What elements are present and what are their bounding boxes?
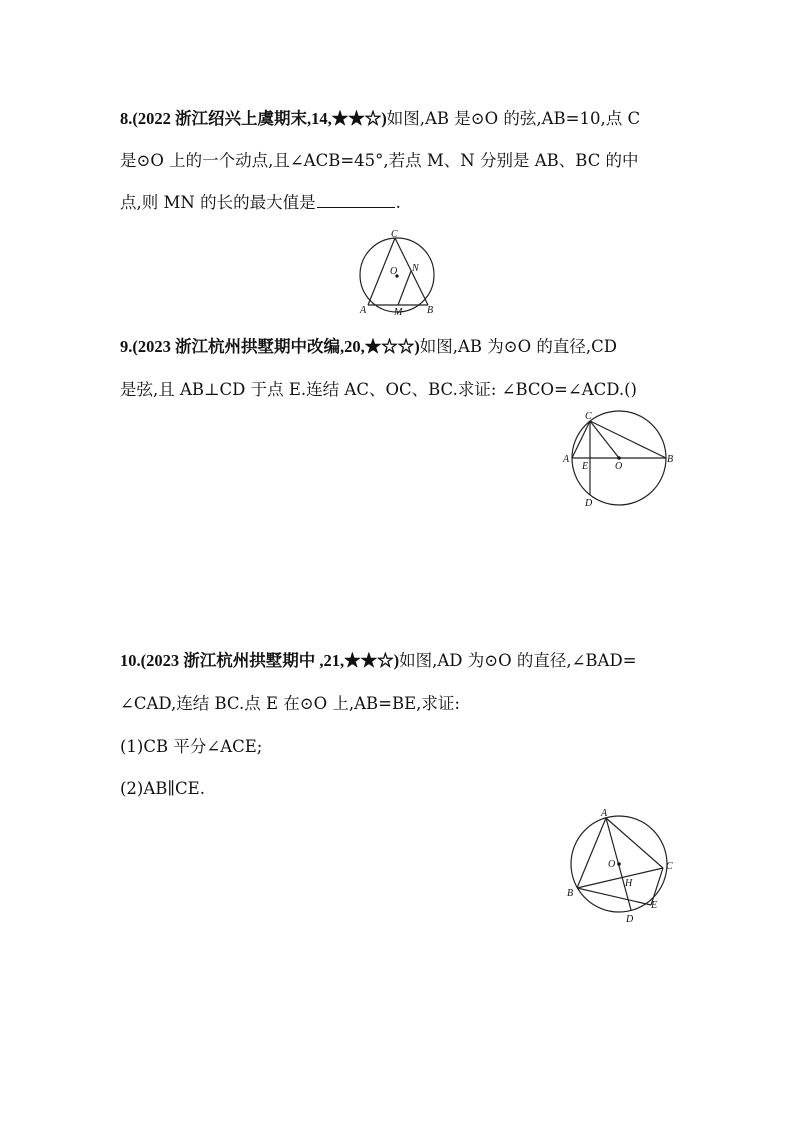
q10-segment-ab [577,818,606,888]
q8-number: 8. [120,109,133,128]
q9-center-dot [617,456,621,460]
q10-label-c: C [666,861,673,872]
q10-line-1 [120,650,637,672]
q9-segment-oc [590,421,619,458]
q8-segment-mn [398,271,411,305]
q9-line-2: 是弦,且 AB⊥CD 于点 E.连结 AC、OC、BC.求证: ∠BCO=∠ACD.() [120,380,637,399]
q8-line-1 [120,108,640,130]
q8-text-1: 如图,AB 是⊙O 的弦,AB=10,点 C [386,109,641,128]
q8-figure [355,228,445,320]
q10-text-1: 如图,AD 为⊙O 的直径,∠BAD= [399,651,637,670]
q9-line-1 [120,336,617,358]
q10-label-h: H [625,878,633,889]
q10-number: 10. [120,651,141,670]
q9-source: (2023 浙江杭州拱墅期中改编,20,★☆☆) [132,337,420,356]
q8-period: . [395,193,401,212]
q10-figure [563,806,683,928]
q10-label-b: B [567,888,574,899]
q10-label-o: O [608,859,616,870]
q10-label-e: E [651,900,658,911]
q9-label-d: D [585,498,593,509]
q8-line-2: 是⊙O 上的一个动点,且∠ACB=45°,若点 M、N 分别是 AB、BC 的中 [120,151,639,170]
q8-text-3: 点,则 MN 的长的最大值是 [120,193,316,212]
q9-figure [560,408,680,512]
q9-label-e: E [582,461,589,472]
q8-label-o: O [390,266,398,277]
q8-label-m: M [394,307,403,318]
q8-label-n: N [412,263,419,274]
q9-number: 9. [120,337,133,356]
q10-label-d: D [626,914,634,925]
q10-source: (2023 浙江杭州拱墅期中 ,21,★★☆) [140,651,400,670]
q9-label-o: O [615,461,623,472]
answer-blank[interactable] [317,206,395,208]
q9-label-c: C [585,411,592,422]
q9-label-a: A [563,454,570,465]
q10-center-dot [617,862,621,866]
q9-segment-ac [572,421,590,458]
q8-label-b: B [427,305,434,316]
q10-label-a: A [601,808,608,819]
q8-line-3 [120,192,401,214]
q10-part-1: (1)CB 平分∠ACE; [120,737,263,756]
q8-source: (2022 浙江绍兴上虞期末,14,★★☆) [132,109,387,128]
q10-segment-be [577,888,651,905]
q10-part-2: (2)AB∥CE. [120,779,205,798]
q9-label-b: B [667,454,674,465]
q9-text-1: 如图,AB 为⊙O 的直径,CD [419,337,617,356]
q8-label-a: A [360,305,367,316]
q10-line-2: ∠CAD,连结 BC.点 E 在⊙O 上,AB=BE,求证: [120,694,460,713]
q8-label-c: C [391,229,398,240]
